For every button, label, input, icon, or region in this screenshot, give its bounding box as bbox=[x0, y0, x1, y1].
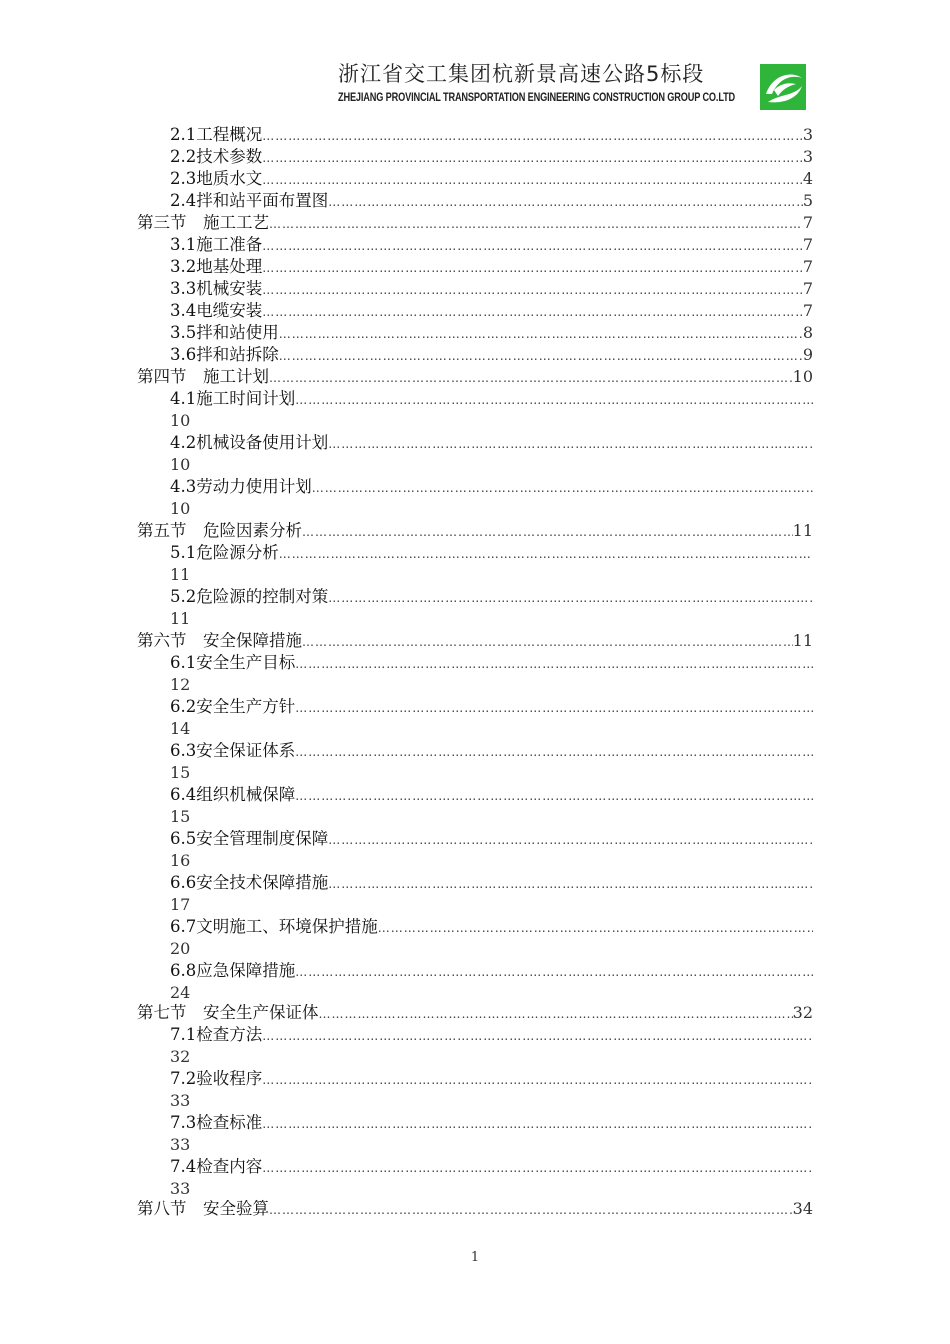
toc-entry-label: 6.1安全生产目标 bbox=[170, 653, 296, 672]
toc-entry-label: 5.1危险源分析 bbox=[170, 543, 279, 562]
toc-entry-label: 5.2危险源的控制对策 bbox=[170, 587, 329, 606]
toc-subsection-entry[interactable] bbox=[170, 1068, 813, 1090]
toc-page-number: 32 bbox=[792, 1003, 813, 1022]
toc-entry-label: 6.7文明施工、环境保护措施 bbox=[170, 917, 378, 936]
toc-entry-label: 7.3检查标准 bbox=[170, 1113, 263, 1132]
toc-subsection-entry[interactable] bbox=[170, 146, 813, 168]
toc-subsection-entry[interactable] bbox=[170, 124, 813, 146]
toc-page-number: 34 bbox=[792, 1199, 813, 1218]
toc-page-number: 33 bbox=[170, 1179, 191, 1198]
toc-page-number: 5 bbox=[802, 191, 813, 210]
toc-entry-label: 第三节 施工工艺 bbox=[137, 213, 269, 232]
toc-page-number: 3 bbox=[802, 147, 813, 166]
toc-leader-dots bbox=[262, 1113, 813, 1135]
toc-entry-label: 第五节 危险因素分析 bbox=[137, 521, 302, 540]
toc-subsection-entry[interactable] bbox=[170, 542, 813, 564]
toc-subsection-entry[interactable] bbox=[170, 190, 813, 212]
toc-leader-dots bbox=[262, 257, 803, 279]
toc-page-number: 9 bbox=[802, 345, 813, 364]
toc-section-entry[interactable] bbox=[137, 520, 813, 542]
toc-leader-dots bbox=[328, 433, 813, 455]
toc-page-number: 20 bbox=[170, 939, 191, 958]
toc-entry-label: 6.2安全生产方针 bbox=[170, 697, 296, 716]
toc-leader-dots bbox=[295, 653, 813, 675]
toc-entry-label: 2.4拌和站平面布置图 bbox=[170, 191, 329, 210]
toc-leader-dots bbox=[295, 697, 813, 719]
header-company-cn: 浙江省交工集团杭新景高速公路5标段 bbox=[338, 62, 705, 86]
toc-entry-label: 4.3劳动力使用计划 bbox=[170, 477, 312, 496]
toc-page-number: 4 bbox=[802, 169, 813, 188]
toc-page-number: 7 bbox=[802, 279, 813, 298]
header-company-en: ZHEJIANG PROVINCIAL TRANSPORTATION ENGINEERING CONSTRUCTION GROUP CO.LTD bbox=[338, 92, 736, 104]
toc-leader-dots bbox=[279, 323, 803, 345]
page-number: 1 bbox=[470, 1250, 480, 1265]
toc-page-number: 10 bbox=[170, 455, 191, 474]
toc-page-number: 33 bbox=[170, 1091, 191, 1110]
toc-leader-dots bbox=[269, 213, 803, 235]
toc-page-number: 7 bbox=[802, 235, 813, 254]
toc-entry-label: 4.2机械设备使用计划 bbox=[170, 433, 329, 452]
toc-page-number: 11 bbox=[170, 565, 191, 584]
toc-section-entry[interactable] bbox=[137, 1198, 813, 1220]
toc-entry-label: 6.8应急保障措施 bbox=[170, 961, 296, 980]
toc-leader-dots bbox=[269, 367, 793, 389]
toc-entry-label: 第八节 安全验算 bbox=[137, 1199, 269, 1218]
toc-section-entry[interactable] bbox=[137, 630, 813, 652]
toc-leader-dots bbox=[319, 1003, 793, 1025]
toc-leader-dots bbox=[262, 169, 803, 191]
toc-page-number: 3 bbox=[802, 125, 813, 144]
toc-page-number: 10 bbox=[170, 411, 191, 430]
toc-subsection-entry[interactable] bbox=[170, 1024, 813, 1046]
toc-leader-dots bbox=[262, 279, 803, 301]
toc-page-number: 11 bbox=[792, 521, 813, 540]
toc-leader-dots bbox=[378, 917, 813, 939]
toc-page-number: 11 bbox=[792, 631, 813, 650]
toc-leader-dots bbox=[328, 587, 813, 609]
toc-leader-dots bbox=[279, 345, 803, 367]
toc-entry-label: 2.1工程概况 bbox=[170, 125, 263, 144]
toc-leader-dots bbox=[312, 477, 813, 499]
toc-page-number: 17 bbox=[170, 895, 191, 914]
toc-entry-label: 6.3安全保证体系 bbox=[170, 741, 296, 760]
toc-subsection-entry[interactable] bbox=[170, 432, 813, 454]
toc-leader-dots bbox=[302, 521, 793, 543]
toc-subsection-entry[interactable] bbox=[170, 344, 813, 366]
toc-leader-dots bbox=[262, 301, 803, 323]
toc-subsection-entry[interactable] bbox=[170, 1112, 813, 1134]
toc-entry-label: 第六节 安全保障措施 bbox=[137, 631, 302, 650]
toc-entry-label: 6.4组织机械保障 bbox=[170, 785, 296, 804]
toc-entry-label: 第四节 施工计划 bbox=[137, 367, 269, 386]
toc-entry-label: 3.3机械安装 bbox=[170, 279, 263, 298]
toc-leader-dots bbox=[295, 785, 813, 807]
toc-subsection-entry[interactable] bbox=[170, 256, 813, 278]
toc-entry-label: 3.2地基处理 bbox=[170, 257, 263, 276]
toc-entry-label: 6.6安全技术保障措施 bbox=[170, 873, 329, 892]
toc-entry-label: 7.1检查方法 bbox=[170, 1025, 263, 1044]
toc-entry-label: 7.4检查内容 bbox=[170, 1157, 263, 1176]
toc-page-number: 24 bbox=[170, 983, 191, 1002]
toc-page-number: 15 bbox=[170, 763, 191, 782]
toc-leader-dots bbox=[302, 631, 793, 653]
toc-leader-dots bbox=[295, 389, 813, 411]
toc-entry-label: 7.2验收程序 bbox=[170, 1069, 263, 1088]
toc-subsection-entry[interactable] bbox=[170, 234, 813, 256]
toc-subsection-entry[interactable] bbox=[170, 784, 813, 806]
toc-page-number: 33 bbox=[170, 1135, 191, 1154]
toc-page-number: 11 bbox=[170, 609, 191, 628]
toc-subsection-entry[interactable] bbox=[170, 388, 813, 410]
toc-leader-dots bbox=[262, 235, 803, 257]
toc-subsection-entry[interactable] bbox=[170, 168, 813, 190]
toc-subsection-entry[interactable] bbox=[170, 300, 813, 322]
toc-subsection-entry[interactable] bbox=[170, 652, 813, 674]
toc-subsection-entry[interactable] bbox=[170, 586, 813, 608]
toc-page-number: 10 bbox=[170, 499, 191, 518]
toc-leader-dots bbox=[262, 1157, 813, 1179]
toc-section-entry[interactable] bbox=[137, 366, 813, 388]
toc-subsection-entry[interactable] bbox=[170, 916, 813, 938]
toc-page-number: 7 bbox=[802, 301, 813, 320]
toc-leader-dots bbox=[295, 741, 813, 763]
page-header bbox=[0, 0, 950, 120]
toc-leader-dots bbox=[269, 1199, 793, 1221]
toc-page-number: 32 bbox=[170, 1047, 191, 1066]
toc-page-number: 15 bbox=[170, 807, 191, 826]
toc-section-entry[interactable] bbox=[137, 1002, 813, 1024]
toc-page-number: 14 bbox=[170, 719, 191, 738]
toc-entry-label: 6.5安全管理制度保障 bbox=[170, 829, 329, 848]
toc-leader-dots bbox=[328, 873, 813, 895]
toc-subsection-entry[interactable] bbox=[170, 278, 813, 300]
toc-page-number: 10 bbox=[792, 367, 813, 386]
toc-page-number: 7 bbox=[802, 213, 813, 232]
toc-subsection-entry[interactable] bbox=[170, 1156, 813, 1178]
toc-leader-dots bbox=[295, 961, 813, 983]
toc-leader-dots bbox=[279, 543, 813, 565]
toc-entry-label: 3.5拌和站使用 bbox=[170, 323, 279, 342]
company-logo-icon bbox=[760, 64, 806, 110]
toc-entry-label: 4.1施工时间计划 bbox=[170, 389, 296, 408]
toc-entry-label: 3.6拌和站拆除 bbox=[170, 345, 279, 364]
toc-section-entry[interactable] bbox=[137, 212, 813, 234]
toc-entry-label: 2.3地质水文 bbox=[170, 169, 263, 188]
toc-page-number: 7 bbox=[802, 257, 813, 276]
toc-page-number: 12 bbox=[170, 675, 191, 694]
toc-page-number: 16 bbox=[170, 851, 191, 870]
toc-page-number: 8 bbox=[802, 323, 813, 342]
toc-entry-label: 2.2技术参数 bbox=[170, 147, 263, 166]
toc-leader-dots bbox=[262, 1069, 813, 1091]
toc-subsection-entry[interactable] bbox=[170, 696, 813, 718]
toc-entry-label: 3.1施工准备 bbox=[170, 235, 263, 254]
toc-leader-dots bbox=[262, 1025, 813, 1047]
toc-leader-dots bbox=[328, 191, 803, 213]
toc-leader-dots bbox=[328, 829, 813, 851]
toc-subsection-entry[interactable] bbox=[170, 872, 813, 894]
toc-entry-label: 3.4电缆安装 bbox=[170, 301, 263, 320]
toc-subsection-entry[interactable] bbox=[170, 828, 813, 850]
toc-leader-dots bbox=[262, 125, 803, 147]
toc-subsection-entry[interactable] bbox=[170, 322, 813, 344]
toc-entry-label: 第七节 安全生产保证体 bbox=[137, 1003, 319, 1022]
toc-leader-dots bbox=[262, 147, 803, 169]
toc-subsection-entry[interactable] bbox=[170, 960, 813, 982]
toc-subsection-entry[interactable] bbox=[170, 740, 813, 762]
toc-subsection-entry[interactable] bbox=[170, 476, 813, 498]
